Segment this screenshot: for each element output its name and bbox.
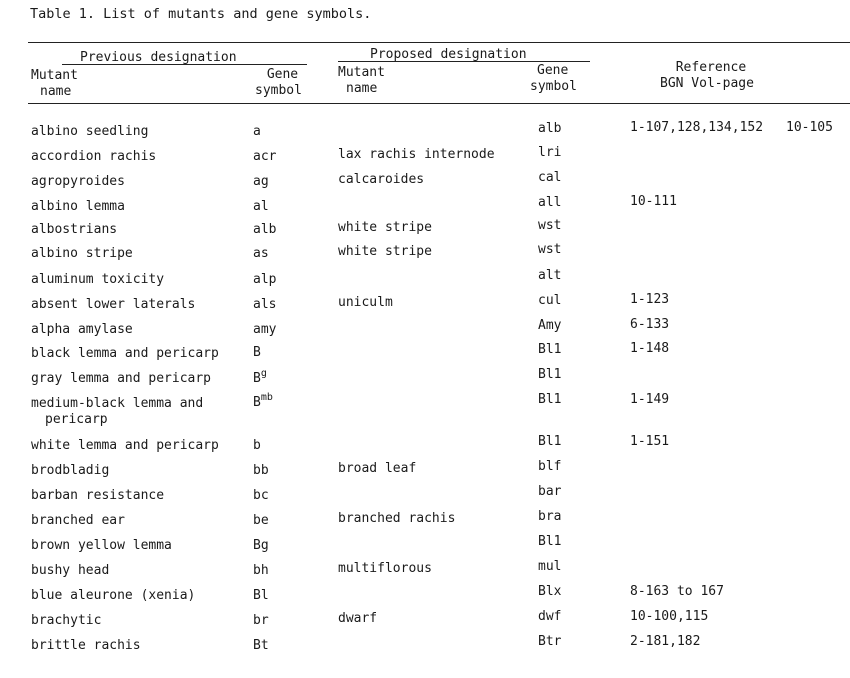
proposed-gene-symbol: bra (538, 509, 562, 524)
mutant-name-text: aluminum toxicity (31, 272, 165, 287)
proposed-gene-symbol: blf (538, 459, 562, 474)
table-row (0, 317, 850, 346)
gene-symbol-text: a (253, 124, 261, 139)
mutant-name-text: blue aleurone (xenia) (31, 588, 196, 603)
proposed-gene-symbol: Bl1 (538, 342, 562, 357)
mutant-name (31, 322, 133, 338)
table-row (0, 434, 850, 462)
reference-secondary: 10-105 (786, 120, 833, 135)
gene-symbol (253, 199, 269, 215)
proposed-gene-symbol: Amy (538, 318, 562, 333)
mutant-name-text: bushy head (31, 563, 110, 578)
table-row (0, 534, 850, 562)
gene-symbol (253, 124, 261, 140)
mutant-name (31, 371, 211, 387)
reference-header-line2: BGN Vol-page (660, 76, 754, 91)
gene-symbol-text: acr (253, 149, 277, 164)
proposed-mutant-name-header-line2: name (346, 81, 378, 96)
gene-symbol-text: Bg (253, 538, 269, 553)
proposed-gene-symbol: lri (538, 145, 562, 160)
gene-symbol-text: B (253, 371, 261, 386)
mutant-name (31, 222, 117, 238)
table-row (0, 145, 850, 173)
proposed-gene-symbol-header-line2: symbol (530, 79, 577, 94)
header-bottom-rule (28, 103, 850, 104)
proposed-mutant-name: lax rachis internode (338, 147, 495, 162)
gene-symbol (253, 513, 269, 529)
proposed-designation-header: Proposed designation (370, 47, 527, 62)
gene-symbol (253, 297, 276, 313)
table-row (0, 268, 850, 296)
gene-symbol-text: ag (253, 174, 269, 189)
mutant-name-text: black lemma and pericarp (31, 346, 219, 361)
gene-symbol-text: amy (253, 322, 277, 337)
reference: 10-100,115 (630, 609, 709, 624)
proposed-mutant-name-header (338, 65, 385, 97)
proposed-gene-symbol-header (530, 63, 577, 95)
gene-symbol-text: bc (253, 488, 269, 503)
mutant-name-text: albino seedling (31, 124, 149, 139)
mutant-name-text: accordion rachis (31, 149, 157, 164)
table-row (0, 341, 850, 370)
table-caption: Table 1. List of mutants and gene symbols. (30, 6, 372, 22)
reference: 10-111 (630, 194, 677, 209)
reference: 1-148 (630, 341, 670, 356)
gene-symbol-superscript: g (260, 368, 267, 379)
gene-symbol-text: bh (253, 563, 269, 578)
gene-symbol-text: be (253, 513, 269, 528)
proposed-gene-symbol: Blx (538, 584, 562, 599)
mutant-name-text: brachytic (31, 613, 102, 628)
top-rule (28, 42, 850, 43)
gene-symbol-text: b (253, 438, 261, 453)
mutant-name-text: branched ear (31, 513, 125, 528)
mutant-name (31, 124, 148, 140)
gene-symbol-text: al (253, 199, 269, 214)
mutant-name-text: white lemma and pericarp (31, 438, 219, 453)
mutant-name-header-line1: Mutant (31, 68, 78, 83)
gene-symbol (253, 149, 276, 165)
gene-symbol-header (255, 67, 302, 99)
proposed-gene-symbol: Bl1 (538, 434, 562, 449)
proposed-mutant-name: broad leaf (338, 461, 417, 476)
mutant-name-text: albino stripe (31, 246, 133, 261)
proposed-mutant-name: dwarf (338, 611, 378, 626)
gene-symbol-text: Bt (253, 638, 269, 653)
mutant-name-text: brodbladig (31, 463, 110, 478)
gene-symbol (253, 322, 276, 338)
proposed-gene-symbol: bar (538, 484, 562, 499)
gene-symbol-header-line1: Gene (266, 67, 299, 82)
mutant-name (31, 297, 195, 313)
table-row (0, 392, 850, 427)
mutant-name-text: alpha amylase (31, 322, 133, 337)
table-row (0, 509, 850, 537)
proposed-mutant-name: multiflorous (338, 561, 432, 576)
table-row (0, 484, 850, 512)
gene-symbol (253, 563, 269, 579)
proposed-mutant-name: calcaroides (338, 172, 425, 187)
reference-header (660, 60, 754, 92)
mutant-name (31, 463, 109, 479)
proposed-gene-symbol: wst (538, 218, 562, 233)
gene-symbol (253, 345, 261, 361)
reference: 2-181,182 (630, 634, 701, 649)
mutant-name-text: medium-black lemma and (31, 396, 204, 411)
mutant-name-continuation: pericarp (45, 412, 108, 427)
proposed-gene-symbol: alb (538, 121, 562, 136)
reference: 1-123 (630, 292, 670, 307)
proposed-mutant-name: white stripe (338, 220, 432, 235)
gene-symbol (253, 638, 269, 654)
proposed-gene-symbol: all (538, 195, 562, 210)
gene-symbol (253, 588, 269, 604)
table-row (0, 634, 850, 662)
reference: 6-133 (630, 317, 670, 332)
gene-symbol (253, 392, 273, 411)
mutant-name (31, 246, 133, 262)
proposed-gene-symbol: cal (538, 170, 562, 185)
gene-symbol (253, 463, 269, 479)
proposed-mutant-name-header-line1: Mutant (338, 65, 385, 80)
reference: 1-151 (630, 434, 670, 449)
mutant-name-text: albostrians (31, 222, 118, 237)
gene-symbol (253, 246, 269, 262)
gene-symbol-text: alp (253, 272, 277, 287)
proposed-gene-symbol: Bl1 (538, 392, 562, 407)
gene-symbol-text: as (253, 246, 269, 261)
table-row (0, 170, 850, 198)
gene-symbol (253, 613, 269, 629)
mutant-name (31, 513, 125, 529)
proposed-mutant-name: branched rachis (338, 511, 456, 526)
mutant-name-header-line2: name (40, 84, 72, 99)
gene-symbol-text: alb (253, 222, 277, 237)
gene-symbol-text: bb (253, 463, 269, 478)
mutant-name (31, 638, 141, 654)
gene-symbol-text: Bl (253, 588, 269, 603)
mutant-name-text: gray lemma and pericarp (31, 371, 212, 386)
gene-symbol-text: als (253, 297, 277, 312)
proposed-gene-symbol: dwf (538, 609, 562, 624)
gene-symbol (253, 222, 276, 238)
mutant-name (31, 588, 195, 604)
mutant-name-text: brown yellow lemma (31, 538, 172, 553)
gene-symbol-text: B (253, 345, 261, 360)
proposed-gene-symbol: mul (538, 559, 562, 574)
mutant-name (31, 174, 125, 190)
mutant-name (31, 488, 164, 504)
proposed-gene-symbol: Btr (538, 634, 562, 649)
proposed-gene-symbol: alt (538, 268, 562, 283)
gene-symbol (253, 538, 269, 554)
table-row (0, 367, 850, 395)
mutant-name (31, 438, 219, 454)
mutant-name-text: albino lemma (31, 199, 125, 214)
gene-symbol-superscript: mb (260, 392, 273, 403)
mutant-name-text: absent lower laterals (31, 297, 196, 312)
mutant-name (31, 199, 125, 215)
proposed-mutant-name: uniculm (338, 295, 393, 310)
proposed-gene-symbol: cul (538, 293, 562, 308)
table-row (0, 584, 850, 612)
mutant-name-text: agropyroides (31, 174, 125, 189)
mutant-name (31, 346, 219, 362)
previous-designation-header: Previous designation (80, 50, 237, 65)
mutant-name (31, 563, 109, 579)
table-row (0, 609, 850, 637)
reference: 1-107,128,134,152 (630, 120, 764, 135)
gene-symbol (253, 174, 269, 190)
proposed-gene-symbol: Bl1 (538, 534, 562, 549)
gene-symbol (253, 272, 276, 288)
proposed-gene-symbol: wst (538, 242, 562, 257)
mutant-name (31, 396, 203, 428)
mutant-name-text: brittle rachis (31, 638, 141, 653)
mutant-name (31, 272, 164, 288)
mutant-name (31, 613, 101, 629)
gene-symbol (253, 438, 261, 454)
mutant-name (31, 538, 172, 554)
gene-symbol (253, 488, 269, 504)
gene-symbol-text: br (253, 613, 269, 628)
mutant-name-text: barban resistance (31, 488, 165, 503)
proposed-mutant-name: white stripe (338, 244, 432, 259)
table-row (0, 120, 850, 148)
mutant-name (31, 149, 156, 165)
table-row (0, 242, 850, 270)
reference-header-line1: Reference (675, 60, 747, 75)
gene-symbol-text: B (253, 395, 261, 410)
table-row (0, 292, 850, 321)
gene-symbol-header-line2: symbol (255, 83, 302, 98)
gene-symbol (253, 368, 267, 387)
reference: 8-163 to 167 (630, 584, 724, 599)
proposed-gene-symbol-header-line1: Gene (537, 63, 569, 78)
reference: 1-149 (630, 392, 670, 407)
mutant-name-header (31, 68, 78, 100)
table-row (0, 459, 850, 487)
table-row (0, 218, 850, 246)
proposed-gene-symbol: Bl1 (538, 367, 562, 382)
